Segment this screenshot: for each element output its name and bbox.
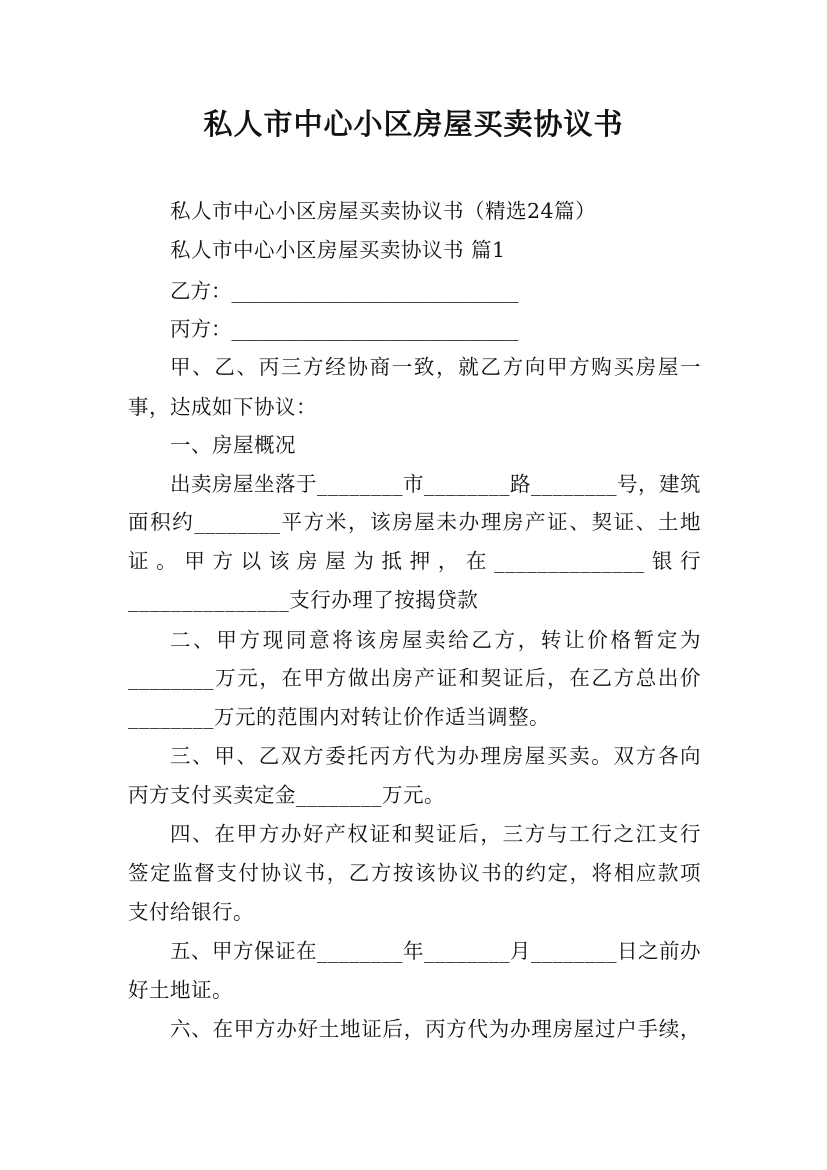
paragraph-line: 出卖房屋坐落于________市________路________号，建筑 <box>170 472 701 496</box>
paragraph-line: 五、甲方保证在________年________月________日之前办 <box>170 939 701 963</box>
party-b-line: 乙方：____________________________ <box>170 279 519 303</box>
party-c-line: 丙方：____________________________ <box>170 317 519 341</box>
paragraph-line: 二、甲方现同意将该房屋卖给乙方，转让价格暂定为 <box>170 628 701 652</box>
document-title: 私人市中心小区房屋买卖协议书 <box>203 107 624 141</box>
paragraph-line: 证。甲方以该房屋为抵押，在______________银行 <box>128 549 701 573</box>
paragraph-line: 支付给银行。 <box>128 900 254 924</box>
paragraph-line: 六、在甲方办好土地证后，丙方代为办理房屋过户手续， <box>170 1017 701 1041</box>
paragraph-line: 四、在甲方办好产权证和契证后，三方与工行之江支行 <box>170 822 701 846</box>
paragraph-line: 丙方支付买卖定金________万元。 <box>128 783 445 807</box>
paragraph-line: ________万元的范围内对转让价作适当调整。 <box>128 705 550 729</box>
clause-heading: 一、房屋概况 <box>170 433 296 457</box>
paragraph-line: 好土地证。 <box>128 978 233 1002</box>
paragraph-line: 面积约________平方米，该房屋未办理房产证、契证、土地 <box>128 510 701 534</box>
section-heading: 私人市中心小区房屋买卖协议书 篇1 <box>170 238 506 262</box>
subtitle-line: 私人市中心小区房屋买卖协议书（精选24篇） <box>170 199 597 223</box>
paragraph-line: 三、甲、乙双方委托丙方代为办理房屋买卖。双方各向 <box>170 744 701 768</box>
paragraph-line: 甲、乙、丙三方经协商一致，就乙方向甲方购买房屋一 <box>170 355 701 379</box>
paragraph-line: 签定监督支付协议书，乙方按该协议书的约定，将相应款项 <box>128 861 701 885</box>
paragraph-line: _______________支行办理了按揭贷款 <box>128 588 479 612</box>
paragraph-line: 事，达成如下协议： <box>128 395 317 419</box>
paragraph-line: ________万元，在甲方做出房产证和契证后，在乙方总出价 <box>128 666 701 690</box>
